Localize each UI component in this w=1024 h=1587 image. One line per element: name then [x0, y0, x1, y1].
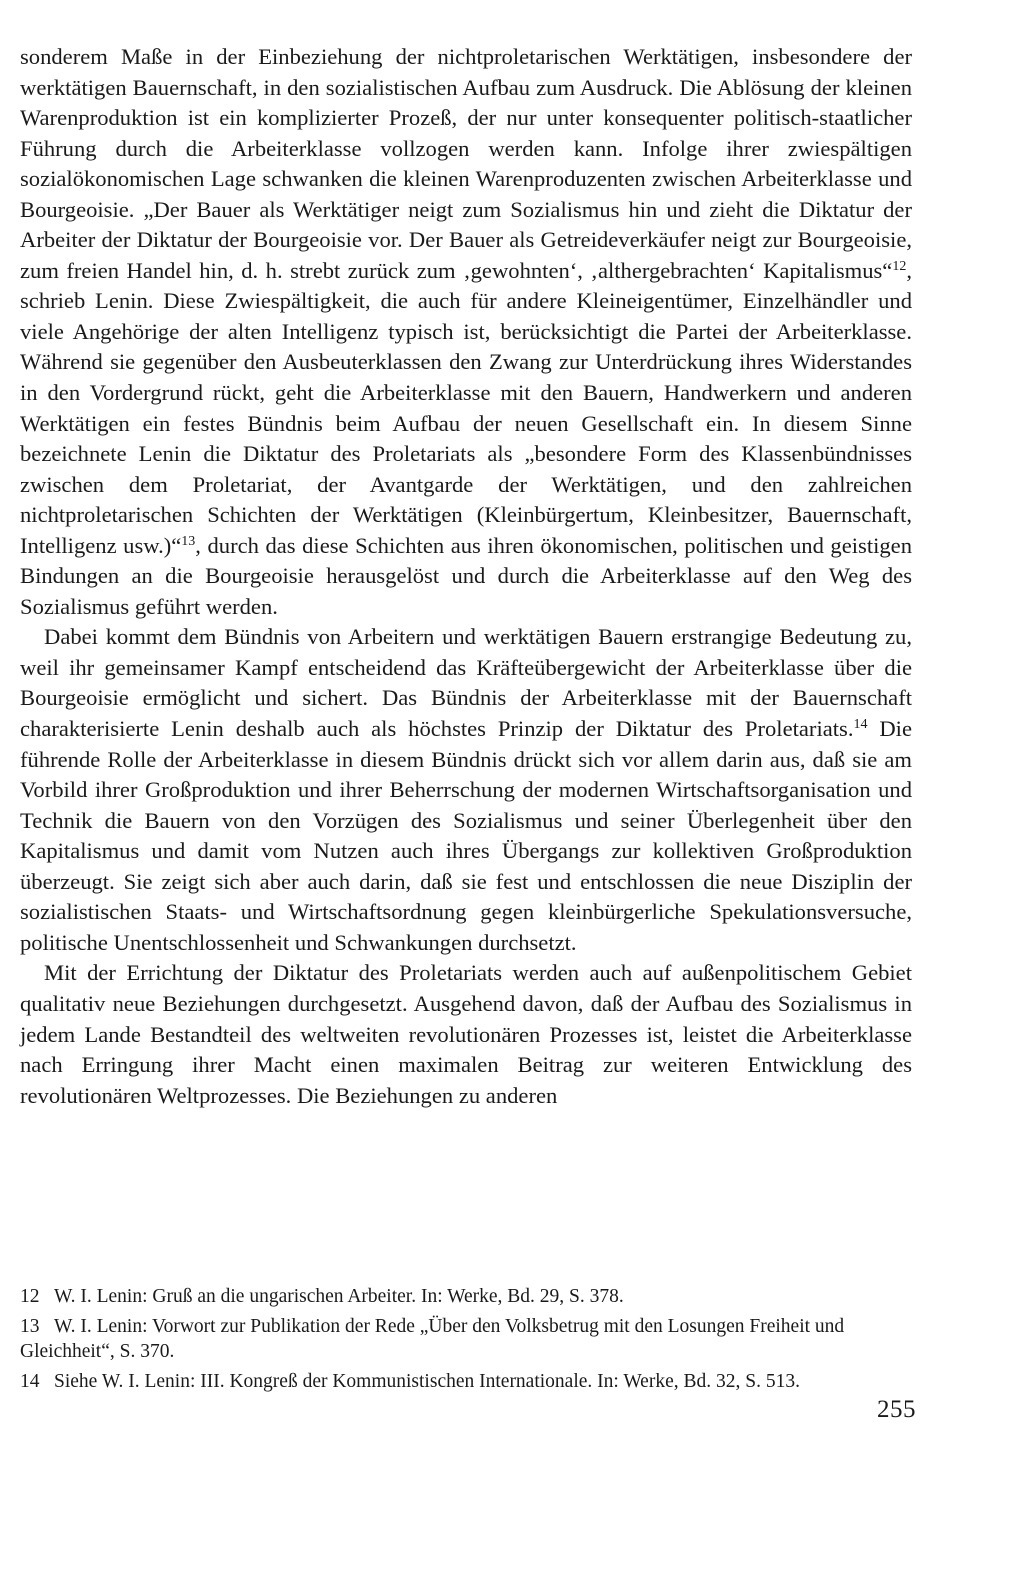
text-run: , durch das diese Schichten aus ihren ökonomischen, politischen und geistigen Bindungen an die Bourgeoisie herausgelöst und durch die Arbeiterklasse auf den Weg des Sozialismus geführt werden.: [20, 532, 912, 619]
footnote-12: [20, 1284, 912, 1310]
text-run: Die führende Rolle der Arbeiterklasse in diesem Bündnis drückt sich vor allem darin aus, daß sie am Vorbild ihrer Großproduktion und ihrer Beherrschung der modernen Wirtschaftsorganisation und Technik die Bauern von den Vorzügen des Sozialismus und seiner Überlegenheit über den Kapitalismus und damit vom Nutzen auch ihres Übergangs zur kollektiven Großproduktion überzeugt. Sie zeigt sich aber auch darin, daß sie fest und entschlossen die neue Disziplin der sozialistischen Staats- und Wirtschaftsordnung gegen kleinbürgerliche Spekulationsversuche, politische Unentschlossenheit und Schwankungen durchsetzt.: [20, 716, 912, 955]
footnote-text: W. I. Lenin: Gruß an die ungarischen Arbeiter. In: Werke, Bd. 29, S. 378.: [54, 1286, 624, 1307]
paragraph-1: [20, 42, 912, 622]
footnote-number: 13: [20, 1315, 40, 1337]
footnote-ref-14: 14: [853, 717, 868, 733]
text-run: Mit der Errichtung der Diktatur des Proletariats werden auch auf außenpolitischem Gebiet qualitativ neue Beziehungen durchgesetzt. Ausgehend davon, daß der Aufbau des Sozialismus in jedem Lande Bestandteil des weltweiten revolutionären Prozesses ist, leistet die Arbeiterklasse nach Erringung ihrer Macht einen maximalen Beitrag zur weiteren Entwicklung des revolutionären Weltprozesses. Die Beziehungen zu anderen: [20, 960, 912, 1108]
text-run: sonderem Maße in der Einbeziehung der nichtproletarischen Werktätigen, insbesondere der werktätigen Bauernschaft, in den sozialistischen Aufbau zum Ausdruck. Die Ablösung der kleinen Warenproduktion ist ein komplizierter Prozeß, der nur unter konsequenter politisch-staatlicher Führung durch die Arbeiterklasse vollzogen werden kann. Infolge ihrer zwiespältigen sozialökonomischen Lage schwanken die kleinen Warenproduzenten zwischen Arbeiterklasse und Bourgeoisie. „Der Bauer als Werktätiger neigt zum Sozialismus hin und zieht die Diktatur der Arbeiter der Diktatur der Bourgeoisie vor. Der Bauer als Getreideverkäufer neigt zur Bourgeoisie, zum freien Handel hin, d. h. strebt zurück zum ‚gewohnten‘, ‚althergebrachten‘ Kapitalismus“: [20, 44, 912, 283]
text-run: Dabei kommt dem Bündnis von Arbeitern und werktätigen Bauern erstrangige Bedeutung zu, weil ihr gemeinsamer Kampf entscheidend das Kräfteübergewicht der Arbeiterklasse über die Bourgeoisie ermöglicht und sichert. Das Bündnis der Arbeiterklasse mit der Bauernschaft charakterisierte Lenin deshalb auch als höchstes Prinzip der Diktatur des Proletariats.: [20, 624, 912, 742]
body-text: [20, 42, 912, 1111]
footnote-text: Siehe W. I. Lenin: III. Kongreß der Kommunistischen Internationale. In: Werke, Bd. 32, S. 513.: [54, 1370, 800, 1392]
footnote-number: 14: [20, 1370, 40, 1392]
page-content: [20, 42, 912, 1111]
footnote-13: [20, 1314, 912, 1365]
footnotes: [20, 1284, 912, 1398]
paragraph-2: [20, 622, 912, 958]
footnote-14: [20, 1369, 912, 1395]
paragraph-3: [20, 958, 912, 1111]
page-number: 255: [877, 1396, 916, 1423]
footnote-ref-13: 13: [181, 533, 196, 549]
footnote-ref-12: 12: [892, 258, 907, 274]
text-run: , schrieb Lenin. Diese Zwiespältigkeit, die auch für andere Kleineigentümer, Einzelhändler und viele Angehörige der alten Intelligenz typisch ist, berücksichtigt die Partei der Arbeiterklasse. Während sie gegenüber den Ausbeuterklassen den Zwang zur Unterdrückung ihres Widerstandes in den Vordergrund rückt, geht die Arbeiterklasse mit den Bauern, Handwerkern und anderen Werktätigen ein festes Bündnis beim Aufbau der neuen Gesellschaft ein. In diesem Sinne bezeichnete Lenin die Diktatur des Proletariats als „besondere Form des Klassenbündnisses zwischen dem Proletariat, der Avantgarde der Werktätigen, und den zahlreichen nichtproletarischen Schichten der Werktätigen (Kleinbürgertum, Kleinbesitzer, Bauernschaft, Intelligenz usw.)“: [20, 257, 912, 558]
footnote-text: W. I. Lenin: Vorwort zur Publikation der Rede „Über den Volksbetrug mit den Losungen Freiheit und Gleichheit“, S. 370.: [20, 1315, 845, 1362]
footnote-number: 12: [20, 1286, 40, 1307]
